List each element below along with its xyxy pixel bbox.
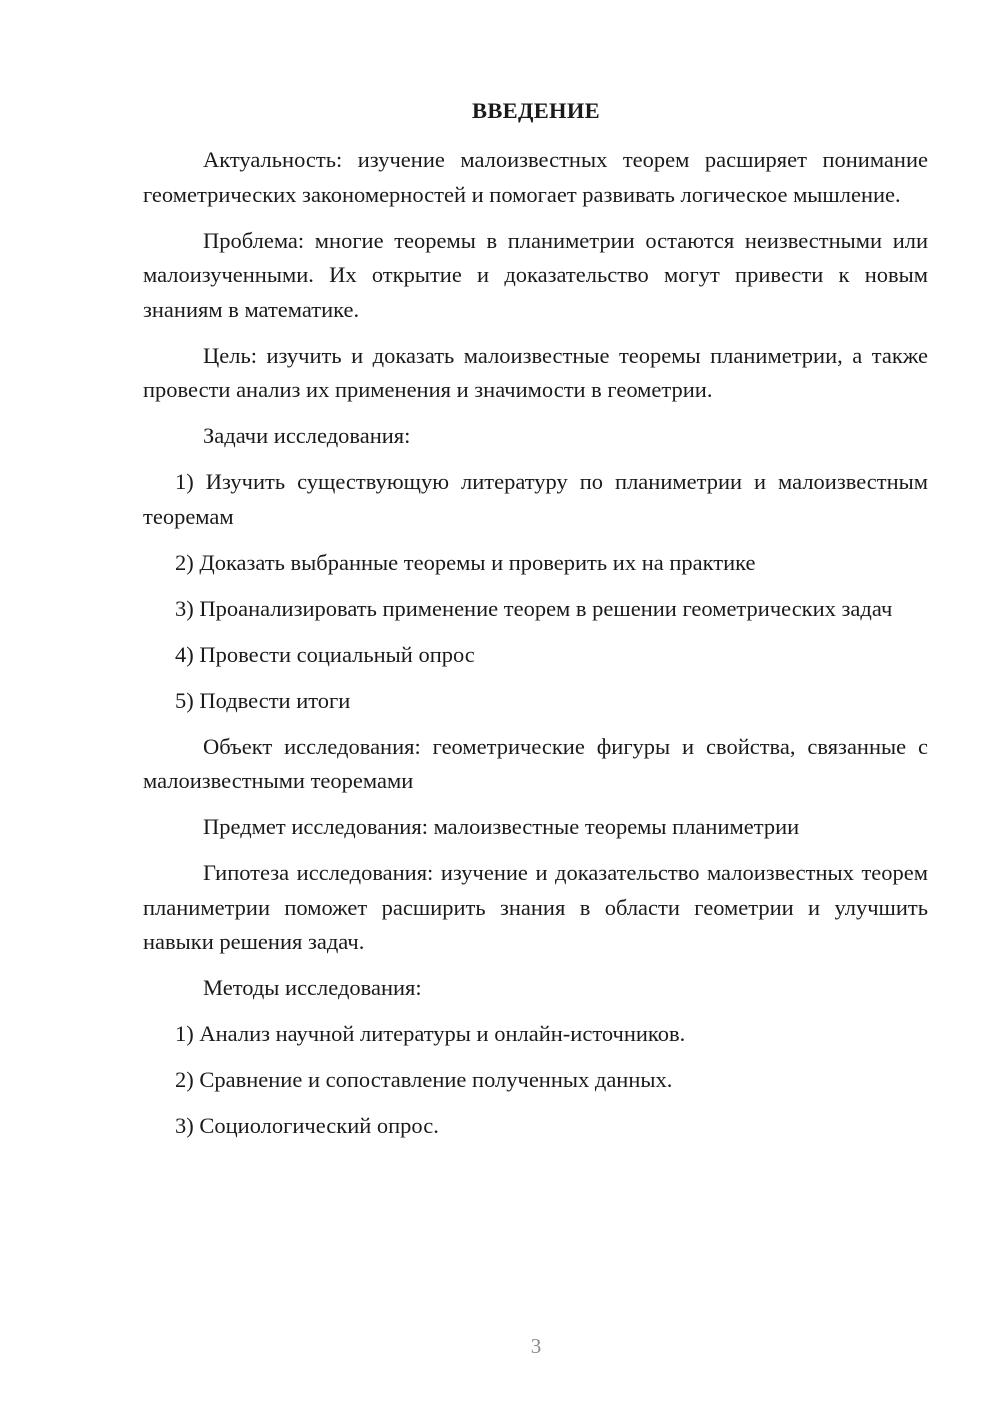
goal-paragraph: Цель: изучить и доказать малоизвестные теоремы планиметрии, а также провести анализ их применения и значимости в геометрии. [143, 342, 928, 402]
task-item: 1) Изучить существующую литературу по планиметрии и малоизвестным теоремам [143, 469, 928, 529]
subject-paragraph: Предмет исследования: малоизвестные теоремы планиметрии [203, 814, 800, 839]
method-item: 3) Социологический опрос. [175, 1113, 439, 1138]
tasks-heading: Задачи исследования: [203, 423, 411, 448]
task-item: 5) Подвести итоги [175, 687, 351, 713]
methods-heading: Методы исследования: [203, 975, 422, 1000]
document-body [143, 143, 928, 1144]
page-number: 3 [530, 1334, 542, 1358]
problem-paragraph: Проблема: многие теоремы в планиметрии остаются неизвестными или малоизученными. Их открытие и доказательство могут привести к новым знаниям в математике. [143, 227, 928, 322]
page-title: ВВЕДЕНИЕ [472, 98, 600, 123]
task-item: 4) Провести социальный опрос [175, 641, 475, 667]
relevance-paragraph: Актуальность: изучение малоизвестных теорем расширяет понимание геометрических закономерностей и помогает развивать логическое мышление. [143, 147, 928, 207]
task-item: 2) Доказать выбранные теоремы и проверить их на практике [175, 549, 756, 575]
method-item: 1) Анализ научной литературы и онлайн-источников. [175, 1021, 686, 1046]
object-paragraph: Объект исследования: геометрические фигуры и свойства, связанные с малоизвестными теоремами [143, 733, 928, 793]
hypothesis-paragraph: Гипотеза исследования: изучение и доказательство малоизвестных теорем планиметрии поможет расширить знания в области геометрии и улучшить навыки решения задач. [143, 860, 928, 954]
method-item: 2) Сравнение и сопоставление полученных данных. [175, 1067, 673, 1092]
task-item: 3) Проанализировать применение теорем в решении геометрических задач [175, 595, 893, 621]
